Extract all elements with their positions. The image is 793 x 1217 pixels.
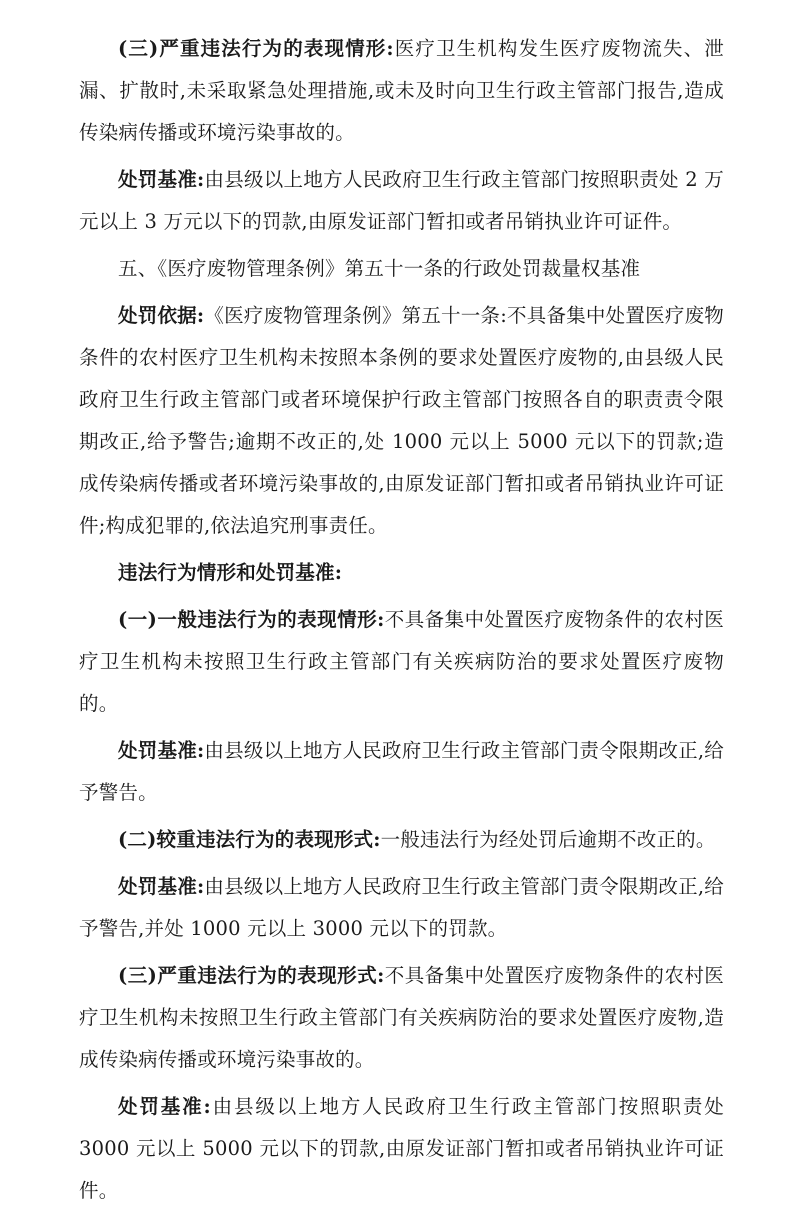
paragraph-lead: 处罚依据: bbox=[118, 304, 205, 327]
section-heading-text: 五、《医疗废物管理条例》第五十一条的行政处罚裁量权基准 bbox=[118, 257, 641, 280]
paragraph-text: 《医疗废物管理条例》第五十一条:不具备集中处置医疗废物条件的农村医疗卫生机构未按照本条例的要求处置医疗废物的,由县级人民政府卫生行政主管部门或者环境保护行政主管部门按照各自的职责责令限期改正,给予警告;逾期不改正的,处 1000 元以上 5000 元以下的罚款;造成传染病传播或者环境污染事故的,由原发证部门暂扣或者吊销执业许可证件;构成犯罪的,依法追究刑事责任。 bbox=[79, 304, 724, 537]
paragraph-penalty-standard-4 bbox=[79, 1086, 724, 1212]
paragraph-lead: (三)严重违法行为的表现情形: bbox=[118, 37, 394, 60]
paragraph-general-violation bbox=[79, 599, 724, 725]
paragraph-lead: 处罚基准: bbox=[118, 168, 205, 191]
paragraph-lead: (一)一般违法行为的表现情形: bbox=[118, 608, 385, 631]
section-heading-article-51 bbox=[79, 248, 724, 290]
paragraph-text: 不具备集中处置医疗废物条件的农村医疗卫生机构未按照卫生行政主管部门有关疾病防治的要求处置医疗废物,造成传染病传播或环境污染事故的。 bbox=[79, 964, 724, 1071]
paragraph-lead: 处罚基准: bbox=[118, 739, 205, 762]
paragraph-text: 医疗卫生机构发生医疗废物流失、泄漏、扩散时,未采取紧急处理措施,或未及时向卫生行政主管部门报告,造成传染病传播或环境污染事故的。 bbox=[79, 37, 725, 144]
paragraph-text: 不具备集中处置医疗废物条件的农村医疗卫生机构未按照卫生行政主管部门有关疾病防治的要求处置医疗废物的。 bbox=[79, 608, 724, 715]
paragraph-penalty-standard-3 bbox=[79, 866, 724, 950]
paragraph-moderate-violation bbox=[79, 819, 724, 861]
paragraph-serious-violation-2 bbox=[79, 955, 724, 1081]
paragraph-text: 一般违法行为经处罚后逾期不改正的。 bbox=[380, 828, 716, 851]
paragraph-penalty-basis bbox=[79, 295, 724, 547]
paragraph-serious-violation-1 bbox=[79, 28, 724, 154]
paragraph-text: 由县级以上地方人民政府卫生行政主管部门按照职责处 2 万元以上 3 万元以下的罚款,由原发证部门暂扣或者吊销执业许可证件。 bbox=[79, 168, 725, 233]
paragraph-penalty-standard-2 bbox=[79, 730, 724, 814]
paragraph-lead: 处罚基准: bbox=[118, 875, 205, 898]
document-page bbox=[79, 28, 724, 1217]
paragraph-penalty-standard-1 bbox=[79, 159, 724, 243]
subheading-violation-cases bbox=[79, 552, 724, 594]
paragraph-lead: 处罚基准: bbox=[118, 1095, 211, 1118]
paragraph-lead: (二)较重违法行为的表现形式: bbox=[118, 828, 381, 851]
paragraph-text: 由县级以上地方人民政府卫生行政主管部门按照职责处 3000 元以上 5000 元以下的罚款,由原发证部门暂扣或者吊销执业许可证件。 bbox=[79, 1095, 724, 1202]
paragraph-text: 由县级以上地方人民政府卫生行政主管部门责令限期改正,给予警告。 bbox=[79, 739, 724, 804]
subheading-text: 违法行为情形和处罚基准: bbox=[118, 561, 343, 584]
paragraph-lead: (三)严重违法行为的表现形式: bbox=[118, 964, 385, 987]
paragraph-text: 由县级以上地方人民政府卫生行政主管部门责令限期改正,给予警告,并处 1000 元以上 3000 元以下的罚款。 bbox=[79, 875, 724, 940]
